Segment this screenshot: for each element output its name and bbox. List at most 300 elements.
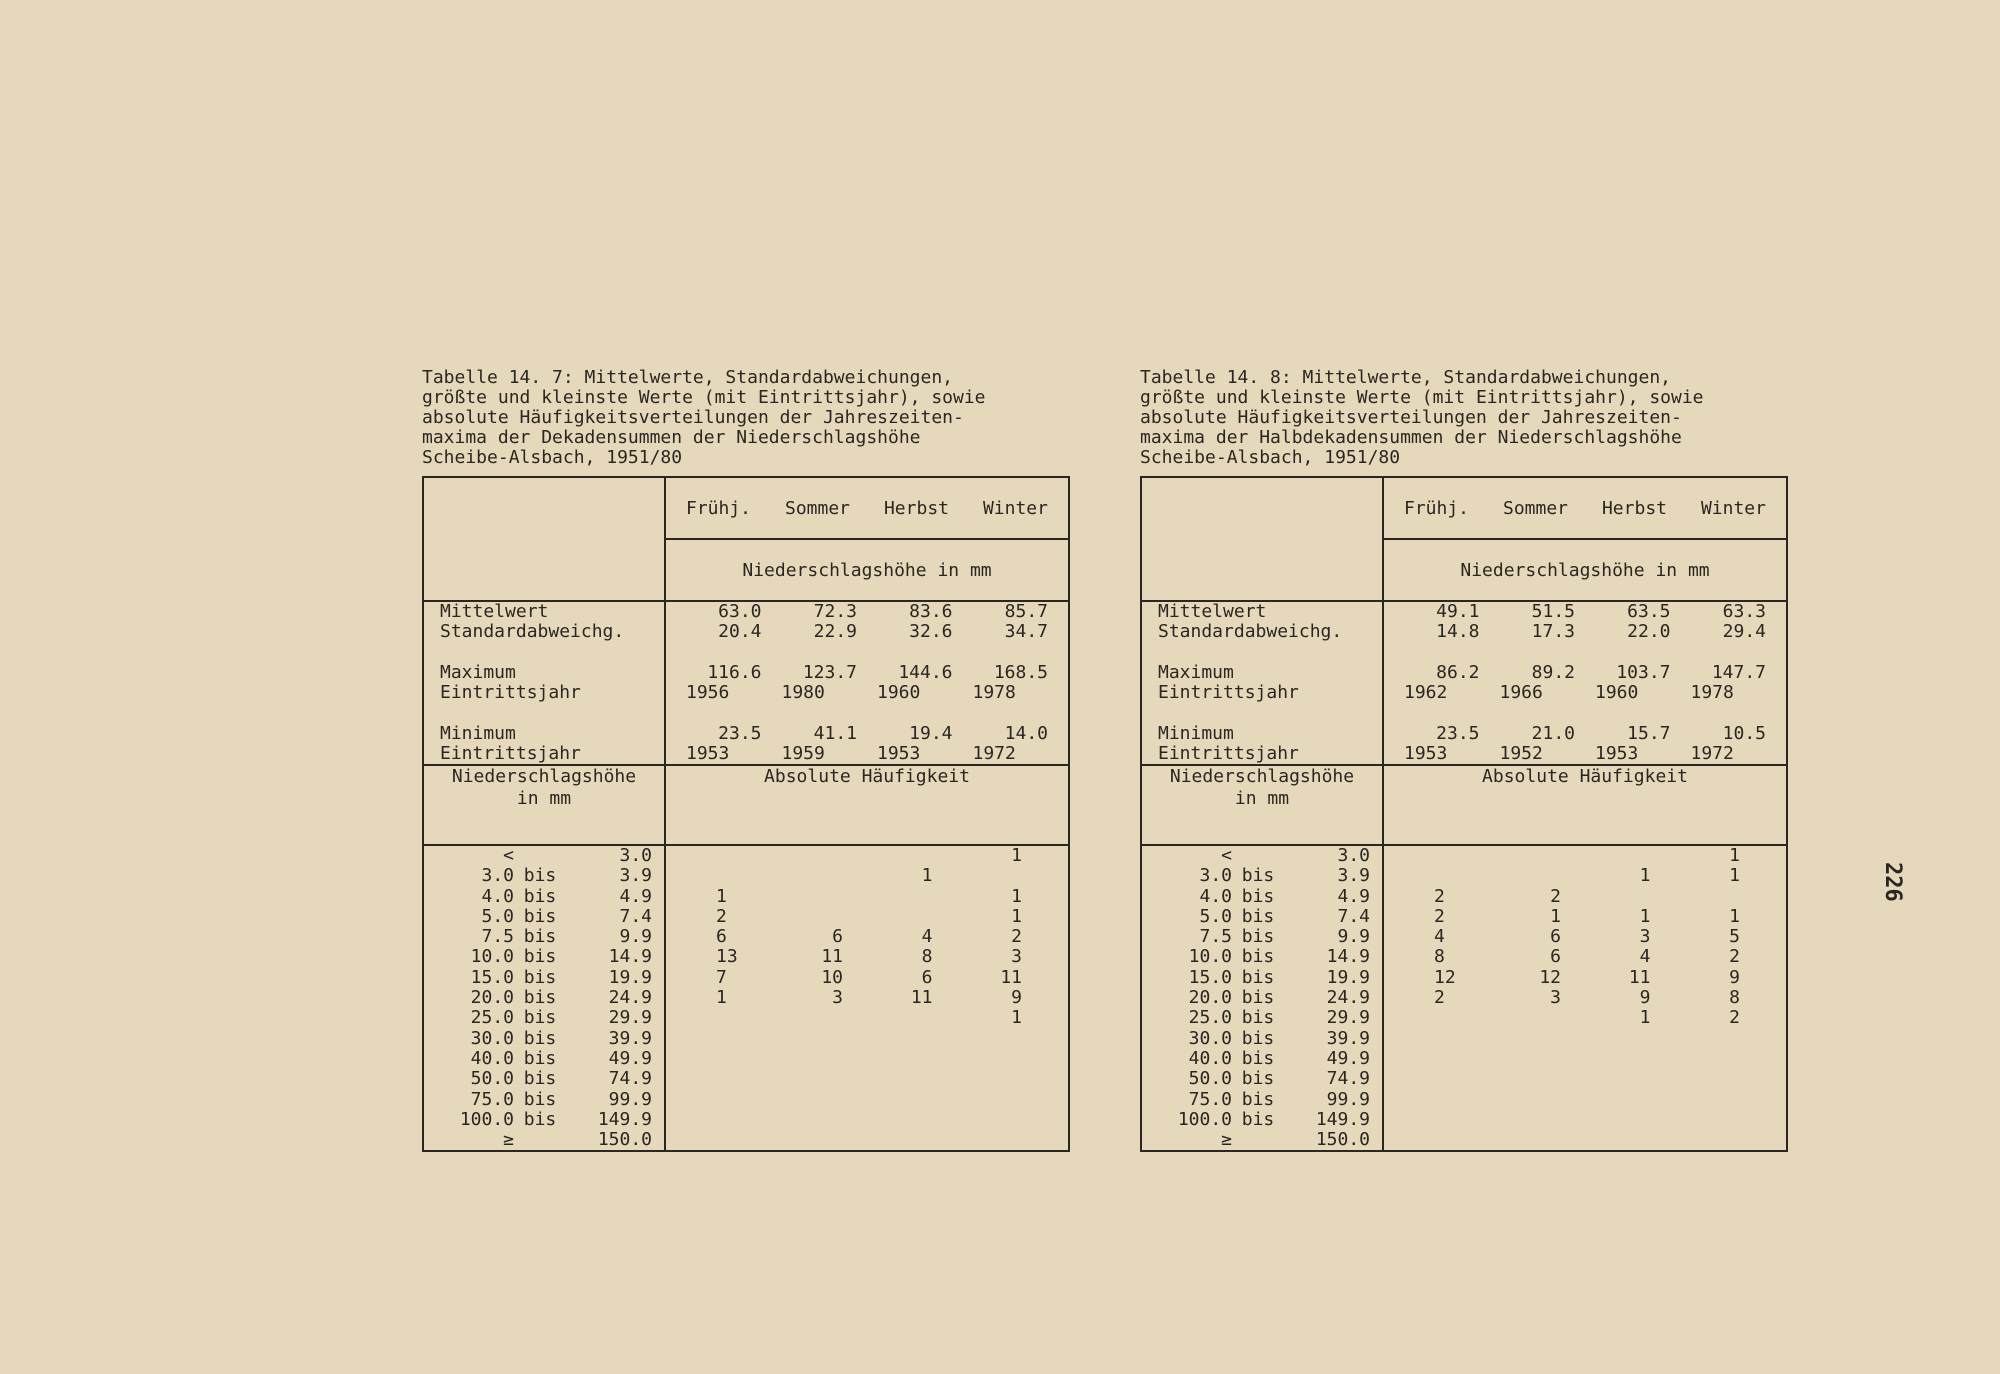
count-cell: 6 bbox=[1550, 926, 1561, 948]
stat-value: 14.0 bbox=[1004, 723, 1048, 744]
stat-value: 15.7 bbox=[1627, 723, 1671, 744]
statistics-values bbox=[1383, 601, 1787, 765]
stat-label-pair bbox=[424, 602, 664, 642]
stat-value: 1953 bbox=[877, 743, 921, 764]
statistics-row bbox=[1141, 601, 1787, 765]
range-to: 24.9 bbox=[1326, 987, 1370, 1009]
count-row bbox=[1384, 1008, 1786, 1028]
range-to: 9.9 bbox=[619, 926, 652, 948]
range-from: 40.0 bbox=[470, 1047, 514, 1069]
range-label-line: Niederschlagshöhe bbox=[451, 766, 637, 787]
stat-value: 10.5 bbox=[1722, 723, 1766, 744]
count-cell: 11 bbox=[821, 946, 843, 968]
count-row bbox=[666, 947, 1068, 967]
range-bis: bis bbox=[523, 865, 557, 887]
range-column bbox=[1141, 845, 1383, 1151]
range-from: 10.0 bbox=[1188, 946, 1232, 968]
range-bis: bis bbox=[1241, 926, 1275, 948]
range-row bbox=[1142, 1090, 1382, 1110]
season-name: Herbst bbox=[883, 497, 949, 519]
stat-value: 85.7 bbox=[1004, 601, 1048, 622]
frequency-range-label bbox=[423, 765, 665, 845]
stat-value: 1978 bbox=[1690, 682, 1734, 703]
count-cell bbox=[696, 1008, 786, 1028]
count-cell bbox=[875, 887, 965, 907]
frequency-header-row bbox=[1141, 765, 1787, 845]
stat-value-pair bbox=[1384, 724, 1786, 764]
range-from: 75.0 bbox=[470, 1088, 514, 1110]
stat-value: 144.6 bbox=[898, 662, 953, 683]
count-column bbox=[1383, 845, 1787, 1151]
range-to: 4.9 bbox=[1337, 885, 1370, 907]
range-from: 4.0 bbox=[1199, 885, 1232, 907]
range-from: 7.5 bbox=[1199, 926, 1232, 948]
stat-value: 116.6 bbox=[707, 662, 762, 683]
count-cell: 6 bbox=[716, 926, 727, 948]
range-from: 40.0 bbox=[1188, 1047, 1232, 1069]
count-row bbox=[1384, 927, 1786, 947]
range-row bbox=[424, 1029, 664, 1049]
range-label-line: in mm bbox=[1234, 788, 1290, 809]
stat-value: 1980 bbox=[781, 682, 825, 703]
stat-label: Maximum bbox=[440, 662, 516, 683]
count-cell bbox=[1504, 1008, 1594, 1028]
range-to: 74.9 bbox=[1326, 1068, 1370, 1090]
caption-line: maxima der Halbdekadensummen der Niederschlagshöhe bbox=[1140, 427, 1682, 448]
count-cell: 1 bbox=[1639, 1007, 1651, 1029]
range-bis: bis bbox=[1241, 1047, 1275, 1069]
stat-value: 17.3 bbox=[1531, 621, 1575, 642]
year-row bbox=[666, 683, 1068, 703]
stat-value: 1953 bbox=[1595, 743, 1639, 764]
count-cell: 10 bbox=[821, 966, 843, 988]
stat-value: 1953 bbox=[686, 743, 730, 764]
stat-value: 168.5 bbox=[993, 662, 1048, 683]
count-cell: 8 bbox=[921, 946, 933, 968]
caption-line: größte und kleinste Werte (mit Eintrittsjahr), sowie bbox=[422, 387, 986, 408]
value-row bbox=[666, 622, 1068, 642]
count-cell bbox=[965, 866, 1055, 886]
range-from: < bbox=[1221, 845, 1232, 866]
stat-label-pair bbox=[1142, 602, 1382, 642]
stat-label: Minimum bbox=[1158, 723, 1234, 744]
count-row bbox=[1384, 866, 1786, 886]
count-cell: 6 bbox=[921, 966, 933, 988]
range-from: 25.0 bbox=[1188, 1007, 1232, 1029]
range-row bbox=[1142, 968, 1382, 988]
range-to: 14.9 bbox=[608, 946, 652, 968]
range-row bbox=[1142, 988, 1382, 1008]
table-block-14-8 bbox=[1140, 368, 1800, 1152]
empty-corner-cell bbox=[423, 477, 665, 601]
frequency-label: Absolute Häufigkeit bbox=[665, 765, 1069, 845]
count-cell: 1 bbox=[1011, 1007, 1022, 1029]
range-from: < bbox=[503, 845, 514, 866]
range-to: 29.9 bbox=[1326, 1007, 1370, 1029]
stat-value-pair bbox=[666, 663, 1068, 703]
range-row bbox=[424, 927, 664, 947]
range-column bbox=[423, 845, 665, 1151]
count-cell bbox=[1683, 887, 1773, 907]
range-to: 19.9 bbox=[608, 966, 652, 988]
stat-value: 20.4 bbox=[718, 621, 762, 642]
stat-value: 63.3 bbox=[1722, 601, 1766, 622]
stat-label-pair bbox=[1142, 663, 1382, 703]
range-bis: bis bbox=[523, 1108, 557, 1130]
range-row bbox=[1142, 927, 1382, 947]
range-to: 19.9 bbox=[1326, 966, 1370, 988]
range-to: 7.4 bbox=[1337, 905, 1370, 927]
value-row bbox=[1384, 622, 1786, 642]
range-bis bbox=[1232, 1130, 1284, 1150]
stat-value-pair bbox=[1384, 663, 1786, 703]
frequency-body-row bbox=[1141, 845, 1787, 1151]
range-to: 3.9 bbox=[619, 865, 652, 887]
page-number: 226 bbox=[1880, 862, 1905, 902]
value-row bbox=[1384, 663, 1786, 683]
count-cell: 9 bbox=[1729, 966, 1740, 988]
stat-label: Standardabweichg. bbox=[440, 621, 625, 642]
range-row bbox=[1142, 907, 1382, 927]
count-cell: 8 bbox=[1434, 946, 1445, 968]
range-row bbox=[424, 907, 664, 927]
frequency-header-row bbox=[423, 765, 1069, 845]
range-bis: bis bbox=[523, 1007, 557, 1029]
count-cell: 1 bbox=[1639, 865, 1651, 887]
range-bis bbox=[514, 1130, 566, 1150]
range-row bbox=[1142, 866, 1382, 886]
count-cell bbox=[1593, 887, 1683, 907]
season-names bbox=[1384, 498, 1786, 519]
range-bis bbox=[514, 846, 566, 866]
range-bis: bis bbox=[1241, 1108, 1275, 1130]
stat-label: Eintrittsjahr bbox=[1158, 682, 1299, 703]
range-from: 7.5 bbox=[481, 926, 514, 948]
range-to: 4.9 bbox=[619, 885, 652, 907]
range-from: 15.0 bbox=[1188, 966, 1232, 988]
count-cell: 3 bbox=[1550, 987, 1561, 1009]
range-to: 74.9 bbox=[608, 1068, 652, 1090]
range-bis: bis bbox=[1241, 1088, 1275, 1110]
range-bis bbox=[1232, 846, 1284, 866]
season-name: Winter bbox=[982, 497, 1048, 519]
count-cell: 2 bbox=[1011, 926, 1022, 948]
count-cell: 2 bbox=[1434, 885, 1445, 907]
value-row bbox=[666, 602, 1068, 622]
count-row bbox=[666, 907, 1068, 927]
range-row bbox=[1142, 887, 1382, 907]
stat-label: Eintrittsjahr bbox=[440, 743, 581, 764]
year-row bbox=[1384, 744, 1786, 764]
count-cell: 3 bbox=[832, 987, 843, 1009]
stat-label: Minimum bbox=[440, 723, 516, 744]
count-cell: 1 bbox=[921, 865, 933, 887]
stat-value: 49.1 bbox=[1436, 601, 1480, 622]
stat-value: 63.5 bbox=[1627, 601, 1671, 622]
range-from: 20.0 bbox=[1188, 987, 1232, 1009]
stat-value: 51.5 bbox=[1531, 601, 1575, 622]
range-from: 100.0 bbox=[459, 1108, 514, 1130]
count-cell: 6 bbox=[832, 926, 843, 948]
range-to: 3.0 bbox=[1337, 845, 1370, 866]
range-from: 15.0 bbox=[470, 966, 514, 988]
season-header-row bbox=[423, 477, 1069, 539]
stat-value: 63.0 bbox=[718, 601, 762, 622]
range-row bbox=[1142, 947, 1382, 967]
stat-value: 41.1 bbox=[813, 723, 857, 744]
range-row bbox=[1142, 1110, 1382, 1130]
count-cell: 11 bbox=[1000, 966, 1022, 988]
range-row bbox=[424, 947, 664, 967]
range-bis: bis bbox=[1241, 905, 1275, 927]
stat-label-pair bbox=[1142, 724, 1382, 764]
year-row bbox=[666, 744, 1068, 764]
stat-label-pair bbox=[424, 724, 664, 764]
stat-value: 21.0 bbox=[1531, 723, 1575, 744]
count-row bbox=[666, 887, 1068, 907]
stat-value: 22.0 bbox=[1627, 621, 1671, 642]
range-bis: bis bbox=[523, 946, 557, 968]
range-to: 3.9 bbox=[1337, 865, 1370, 887]
range-from: 30.0 bbox=[1188, 1027, 1232, 1049]
count-cell: 7 bbox=[716, 966, 727, 988]
table-caption bbox=[1140, 368, 1800, 468]
count-cell: 4 bbox=[1639, 946, 1651, 968]
range-row bbox=[424, 866, 664, 886]
range-from: 50.0 bbox=[1188, 1068, 1232, 1090]
range-to: 49.9 bbox=[1326, 1047, 1370, 1069]
stat-label: Standardabweichg. bbox=[1158, 621, 1343, 642]
statistics-values bbox=[665, 601, 1069, 765]
caption-line: absolute Häufigkeitsverteilungen der Jahreszeiten- bbox=[422, 407, 964, 428]
stat-value-pair bbox=[1384, 602, 1786, 642]
season-name: Winter bbox=[1700, 497, 1766, 519]
count-cell: 1 bbox=[1550, 905, 1561, 927]
range-bis: bis bbox=[1241, 885, 1275, 907]
range-to: 99.9 bbox=[608, 1088, 652, 1110]
range-row bbox=[424, 1090, 664, 1110]
count-cell: 1 bbox=[1011, 885, 1022, 907]
frequency-body-row bbox=[423, 845, 1069, 1151]
count-cell bbox=[786, 1008, 876, 1028]
count-cell bbox=[1504, 866, 1594, 886]
range-label-line: Niederschlagshöhe bbox=[1169, 766, 1355, 787]
season-name: Frühj. bbox=[1404, 497, 1470, 519]
season-cell bbox=[665, 477, 1069, 539]
range-row bbox=[1142, 846, 1382, 866]
count-cell: 2 bbox=[1729, 1007, 1740, 1029]
stat-value: 19.4 bbox=[909, 723, 953, 744]
count-cell: 2 bbox=[716, 905, 727, 927]
range-from: 25.0 bbox=[470, 1007, 514, 1029]
count-cell: 2 bbox=[1729, 946, 1740, 968]
range-bis: bis bbox=[523, 885, 557, 907]
count-cell: 13 bbox=[716, 946, 738, 968]
range-row bbox=[424, 1049, 664, 1069]
range-row bbox=[424, 1069, 664, 1089]
stat-value-pair bbox=[666, 724, 1068, 764]
range-to: 39.9 bbox=[608, 1027, 652, 1049]
stat-value: 1978 bbox=[972, 682, 1016, 703]
count-cell: 3 bbox=[1639, 926, 1651, 948]
value-row bbox=[1384, 724, 1786, 744]
range-bis: bis bbox=[523, 1068, 557, 1090]
count-cell bbox=[875, 1008, 965, 1028]
value-row bbox=[666, 724, 1068, 744]
range-from: ≥ bbox=[1221, 1129, 1232, 1151]
count-cell: 2 bbox=[1434, 905, 1445, 927]
count-row bbox=[666, 968, 1068, 988]
count-cell bbox=[1504, 846, 1594, 866]
count-row bbox=[666, 927, 1068, 947]
count-cell bbox=[786, 887, 876, 907]
range-row bbox=[1142, 1049, 1382, 1069]
season-names bbox=[666, 498, 1068, 519]
count-cell bbox=[786, 907, 876, 927]
range-bis: bis bbox=[1241, 987, 1275, 1009]
range-to: 24.9 bbox=[608, 987, 652, 1009]
range-row bbox=[424, 968, 664, 988]
range-row bbox=[424, 988, 664, 1008]
range-to: 150.0 bbox=[597, 1129, 652, 1151]
range-to: 150.0 bbox=[1315, 1129, 1370, 1151]
range-label-line: in mm bbox=[516, 788, 572, 809]
table-caption bbox=[422, 368, 1082, 468]
range-to: 3.0 bbox=[619, 845, 652, 866]
count-row bbox=[1384, 887, 1786, 907]
unit-label: Niederschlagshöhe in mm bbox=[742, 559, 992, 581]
stat-value: 29.4 bbox=[1722, 621, 1766, 642]
count-row bbox=[1384, 947, 1786, 967]
count-cell: 3 bbox=[1011, 946, 1022, 968]
caption-line: Scheibe-Alsbach, 1951/80 bbox=[1140, 447, 1401, 468]
count-cell: 1 bbox=[716, 987, 727, 1009]
caption-line: Tabelle 14. 7: Mittelwerte, Standardabweichungen, bbox=[422, 367, 954, 388]
count-cell bbox=[696, 846, 786, 866]
range-bis: bis bbox=[523, 926, 557, 948]
range-bis: bis bbox=[1241, 946, 1275, 968]
range-to: 149.9 bbox=[1315, 1108, 1370, 1130]
count-row bbox=[666, 866, 1068, 886]
count-row bbox=[666, 846, 1068, 866]
range-to: 99.9 bbox=[1326, 1088, 1370, 1110]
range-to: 7.4 bbox=[619, 905, 652, 927]
stat-value: 1956 bbox=[686, 682, 730, 703]
range-row bbox=[424, 1110, 664, 1130]
stat-value: 103.7 bbox=[1616, 662, 1671, 683]
count-column bbox=[665, 845, 1069, 1151]
stat-value: 34.7 bbox=[1004, 621, 1048, 642]
range-from: 100.0 bbox=[1177, 1108, 1232, 1130]
frequency-label: Absolute Häufigkeit bbox=[1383, 765, 1787, 845]
count-cell bbox=[875, 846, 965, 866]
range-bis: bis bbox=[523, 1047, 557, 1069]
range-row bbox=[1142, 1008, 1382, 1028]
stat-value: 14.8 bbox=[1436, 621, 1480, 642]
count-cell: 2 bbox=[1434, 987, 1445, 1009]
count-cell: 5 bbox=[1729, 926, 1740, 948]
season-cell bbox=[1383, 477, 1787, 539]
count-row bbox=[1384, 968, 1786, 988]
range-from: 10.0 bbox=[470, 946, 514, 968]
range-bis: bis bbox=[523, 966, 557, 988]
count-row bbox=[1384, 988, 1786, 1008]
count-cell: 1 bbox=[1011, 905, 1022, 927]
range-bis: bis bbox=[523, 905, 557, 927]
range-from: 3.0 bbox=[1199, 865, 1232, 887]
climate-table bbox=[1140, 476, 1788, 1152]
range-to: 49.9 bbox=[608, 1047, 652, 1069]
range-row bbox=[1142, 1069, 1382, 1089]
count-cell bbox=[875, 907, 965, 927]
range-row bbox=[1142, 1029, 1382, 1049]
count-cell: 4 bbox=[1434, 926, 1445, 948]
range-to: 9.9 bbox=[1337, 926, 1370, 948]
stat-value: 89.2 bbox=[1531, 662, 1575, 683]
range-bis: bis bbox=[523, 1088, 557, 1110]
count-cell bbox=[1414, 1008, 1504, 1028]
range-to: 149.9 bbox=[597, 1108, 652, 1130]
count-cell bbox=[696, 866, 786, 886]
range-bis: bis bbox=[1241, 966, 1275, 988]
count-cell: 11 bbox=[910, 987, 933, 1009]
stat-value: 1960 bbox=[1595, 682, 1639, 703]
range-bis: bis bbox=[523, 1027, 557, 1049]
count-cell: 12 bbox=[1539, 966, 1561, 988]
caption-line: Tabelle 14. 8: Mittelwerte, Standardabweichungen, bbox=[1140, 367, 1672, 388]
value-row bbox=[666, 663, 1068, 683]
range-row bbox=[1142, 1130, 1382, 1150]
stat-value: 147.7 bbox=[1711, 662, 1766, 683]
count-cell: 1 bbox=[1729, 865, 1740, 887]
count-cell bbox=[786, 846, 876, 866]
caption-line: maxima der Dekadensummen der Niederschlagshöhe bbox=[422, 427, 921, 448]
range-from: 5.0 bbox=[481, 905, 514, 927]
count-cell: 1 bbox=[716, 885, 727, 907]
season-name: Herbst bbox=[1601, 497, 1667, 519]
range-row bbox=[424, 887, 664, 907]
climate-table bbox=[422, 476, 1070, 1152]
count-cell bbox=[786, 866, 876, 886]
range-bis: bis bbox=[1241, 1027, 1275, 1049]
stat-value: 83.6 bbox=[909, 601, 953, 622]
range-from: 75.0 bbox=[1188, 1088, 1232, 1110]
count-cell: 8 bbox=[1729, 987, 1740, 1009]
range-bis: bis bbox=[1241, 865, 1275, 887]
unit-label: Niederschlagshöhe in mm bbox=[1460, 559, 1710, 581]
stat-value: 1959 bbox=[781, 743, 825, 764]
count-cell: 4 bbox=[921, 926, 933, 948]
count-cell: 1 bbox=[1639, 905, 1651, 927]
caption-line: absolute Häufigkeitsverteilungen der Jahreszeiten- bbox=[1140, 407, 1682, 428]
count-cell: 9 bbox=[1639, 987, 1651, 1009]
range-row bbox=[424, 1130, 664, 1150]
stat-value: 123.7 bbox=[802, 662, 857, 683]
range-to: 14.9 bbox=[1326, 946, 1370, 968]
count-row bbox=[1384, 846, 1786, 866]
stat-value: 1962 bbox=[1404, 682, 1448, 703]
stat-value: 32.6 bbox=[909, 621, 953, 642]
count-row bbox=[666, 1008, 1068, 1028]
count-cell: 6 bbox=[1550, 946, 1561, 968]
stat-value: 23.5 bbox=[1436, 723, 1480, 744]
stat-value: 1972 bbox=[1690, 743, 1734, 764]
count-row bbox=[1384, 907, 1786, 927]
range-bis: bis bbox=[1241, 1007, 1275, 1029]
season-name: Sommer bbox=[784, 497, 851, 519]
count-cell bbox=[1414, 846, 1504, 866]
range-row bbox=[424, 846, 664, 866]
